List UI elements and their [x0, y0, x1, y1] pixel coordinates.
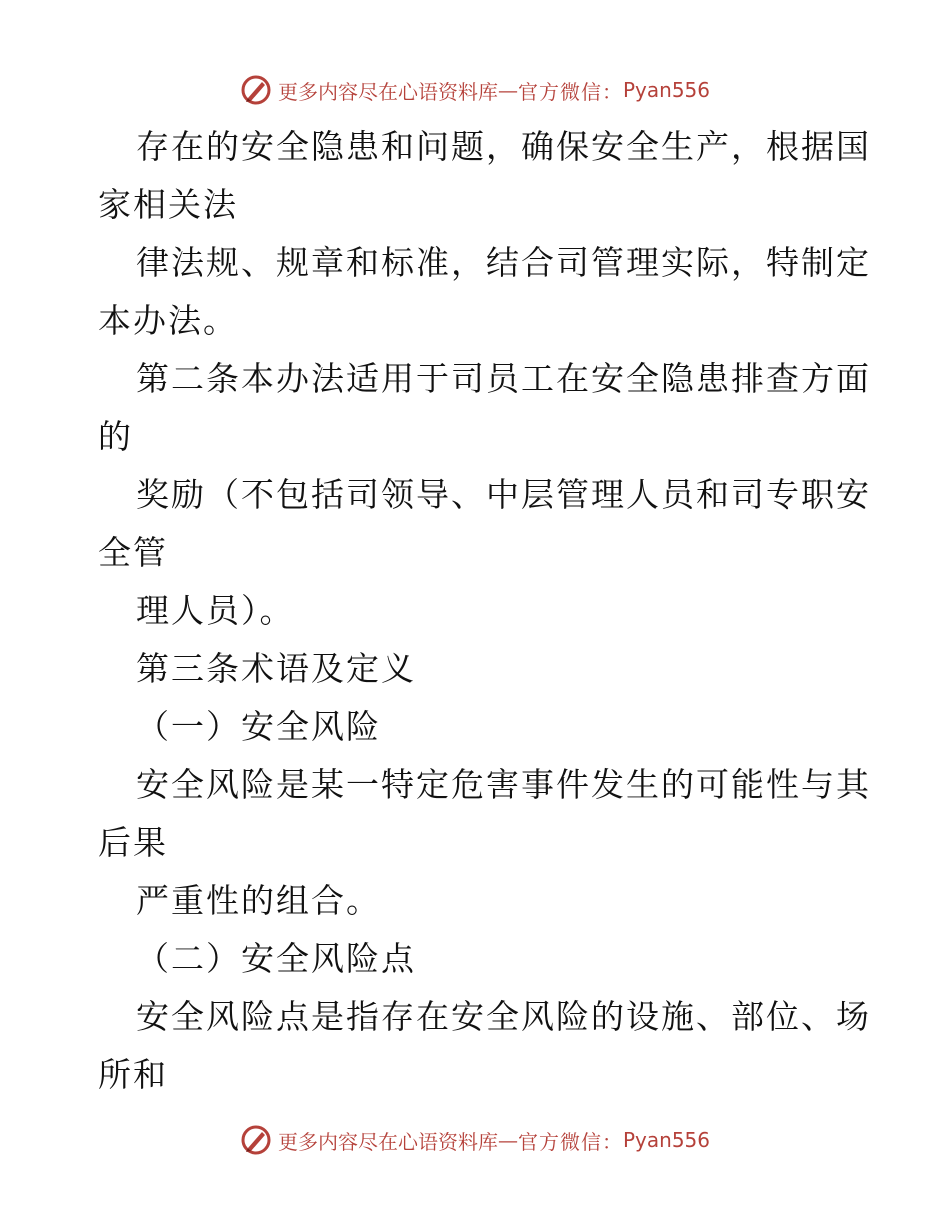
document-line: 安全风险是某一特定危害事件发生的可能性与其: [136, 765, 871, 804]
watermark-title: 更多内容尽在心语资料库: [277, 1129, 498, 1154]
document-line: 严重性的组合。: [136, 881, 381, 920]
pen-logo-icon: [240, 1124, 272, 1156]
watermark-separator: —: [497, 1128, 518, 1152]
watermark-wechat-id: Pyan556: [622, 78, 710, 102]
document-line: 的: [98, 417, 133, 456]
document-line: （二）安全风险点: [136, 939, 416, 978]
document-line: 奖励（不包括司领导、中层管理人员和司专职安: [136, 475, 871, 514]
watermark-wechat-label: 官方微信：: [517, 79, 623, 104]
document-line: （一）安全风险: [136, 707, 381, 746]
document-line: 理人员）。: [136, 591, 295, 630]
watermark-separator: —: [497, 78, 518, 102]
document-line: 安全风险点是指存在安全风险的设施、部位、场: [136, 997, 871, 1036]
document-line: 存在的安全隐患和问题，确保安全生产，根据国: [136, 127, 871, 166]
document-line: 后果: [98, 823, 168, 862]
watermark-title: 更多内容尽在心语资料库: [277, 79, 498, 104]
watermark-wechat-label: 官方微信：: [517, 1129, 623, 1154]
pen-logo-icon: [240, 74, 272, 106]
document-line: 本办法。: [98, 301, 238, 340]
document-line: 所和: [98, 1055, 168, 1094]
watermark-wechat-id: Pyan556: [622, 1128, 710, 1152]
document-line: 第三条术语及定义: [136, 649, 416, 688]
document-line: 律法规、规章和标准，结合司管理实际，特制定: [136, 243, 871, 282]
document-line: 全管: [98, 533, 168, 572]
header-watermark: [0, 70, 950, 110]
document-line: 第二条本办法适用于司员工在安全隐患排查方面: [136, 359, 871, 398]
document-body: [98, 118, 871, 1104]
document-line: 家相关法: [98, 185, 238, 224]
footer-watermark: [0, 1120, 950, 1160]
